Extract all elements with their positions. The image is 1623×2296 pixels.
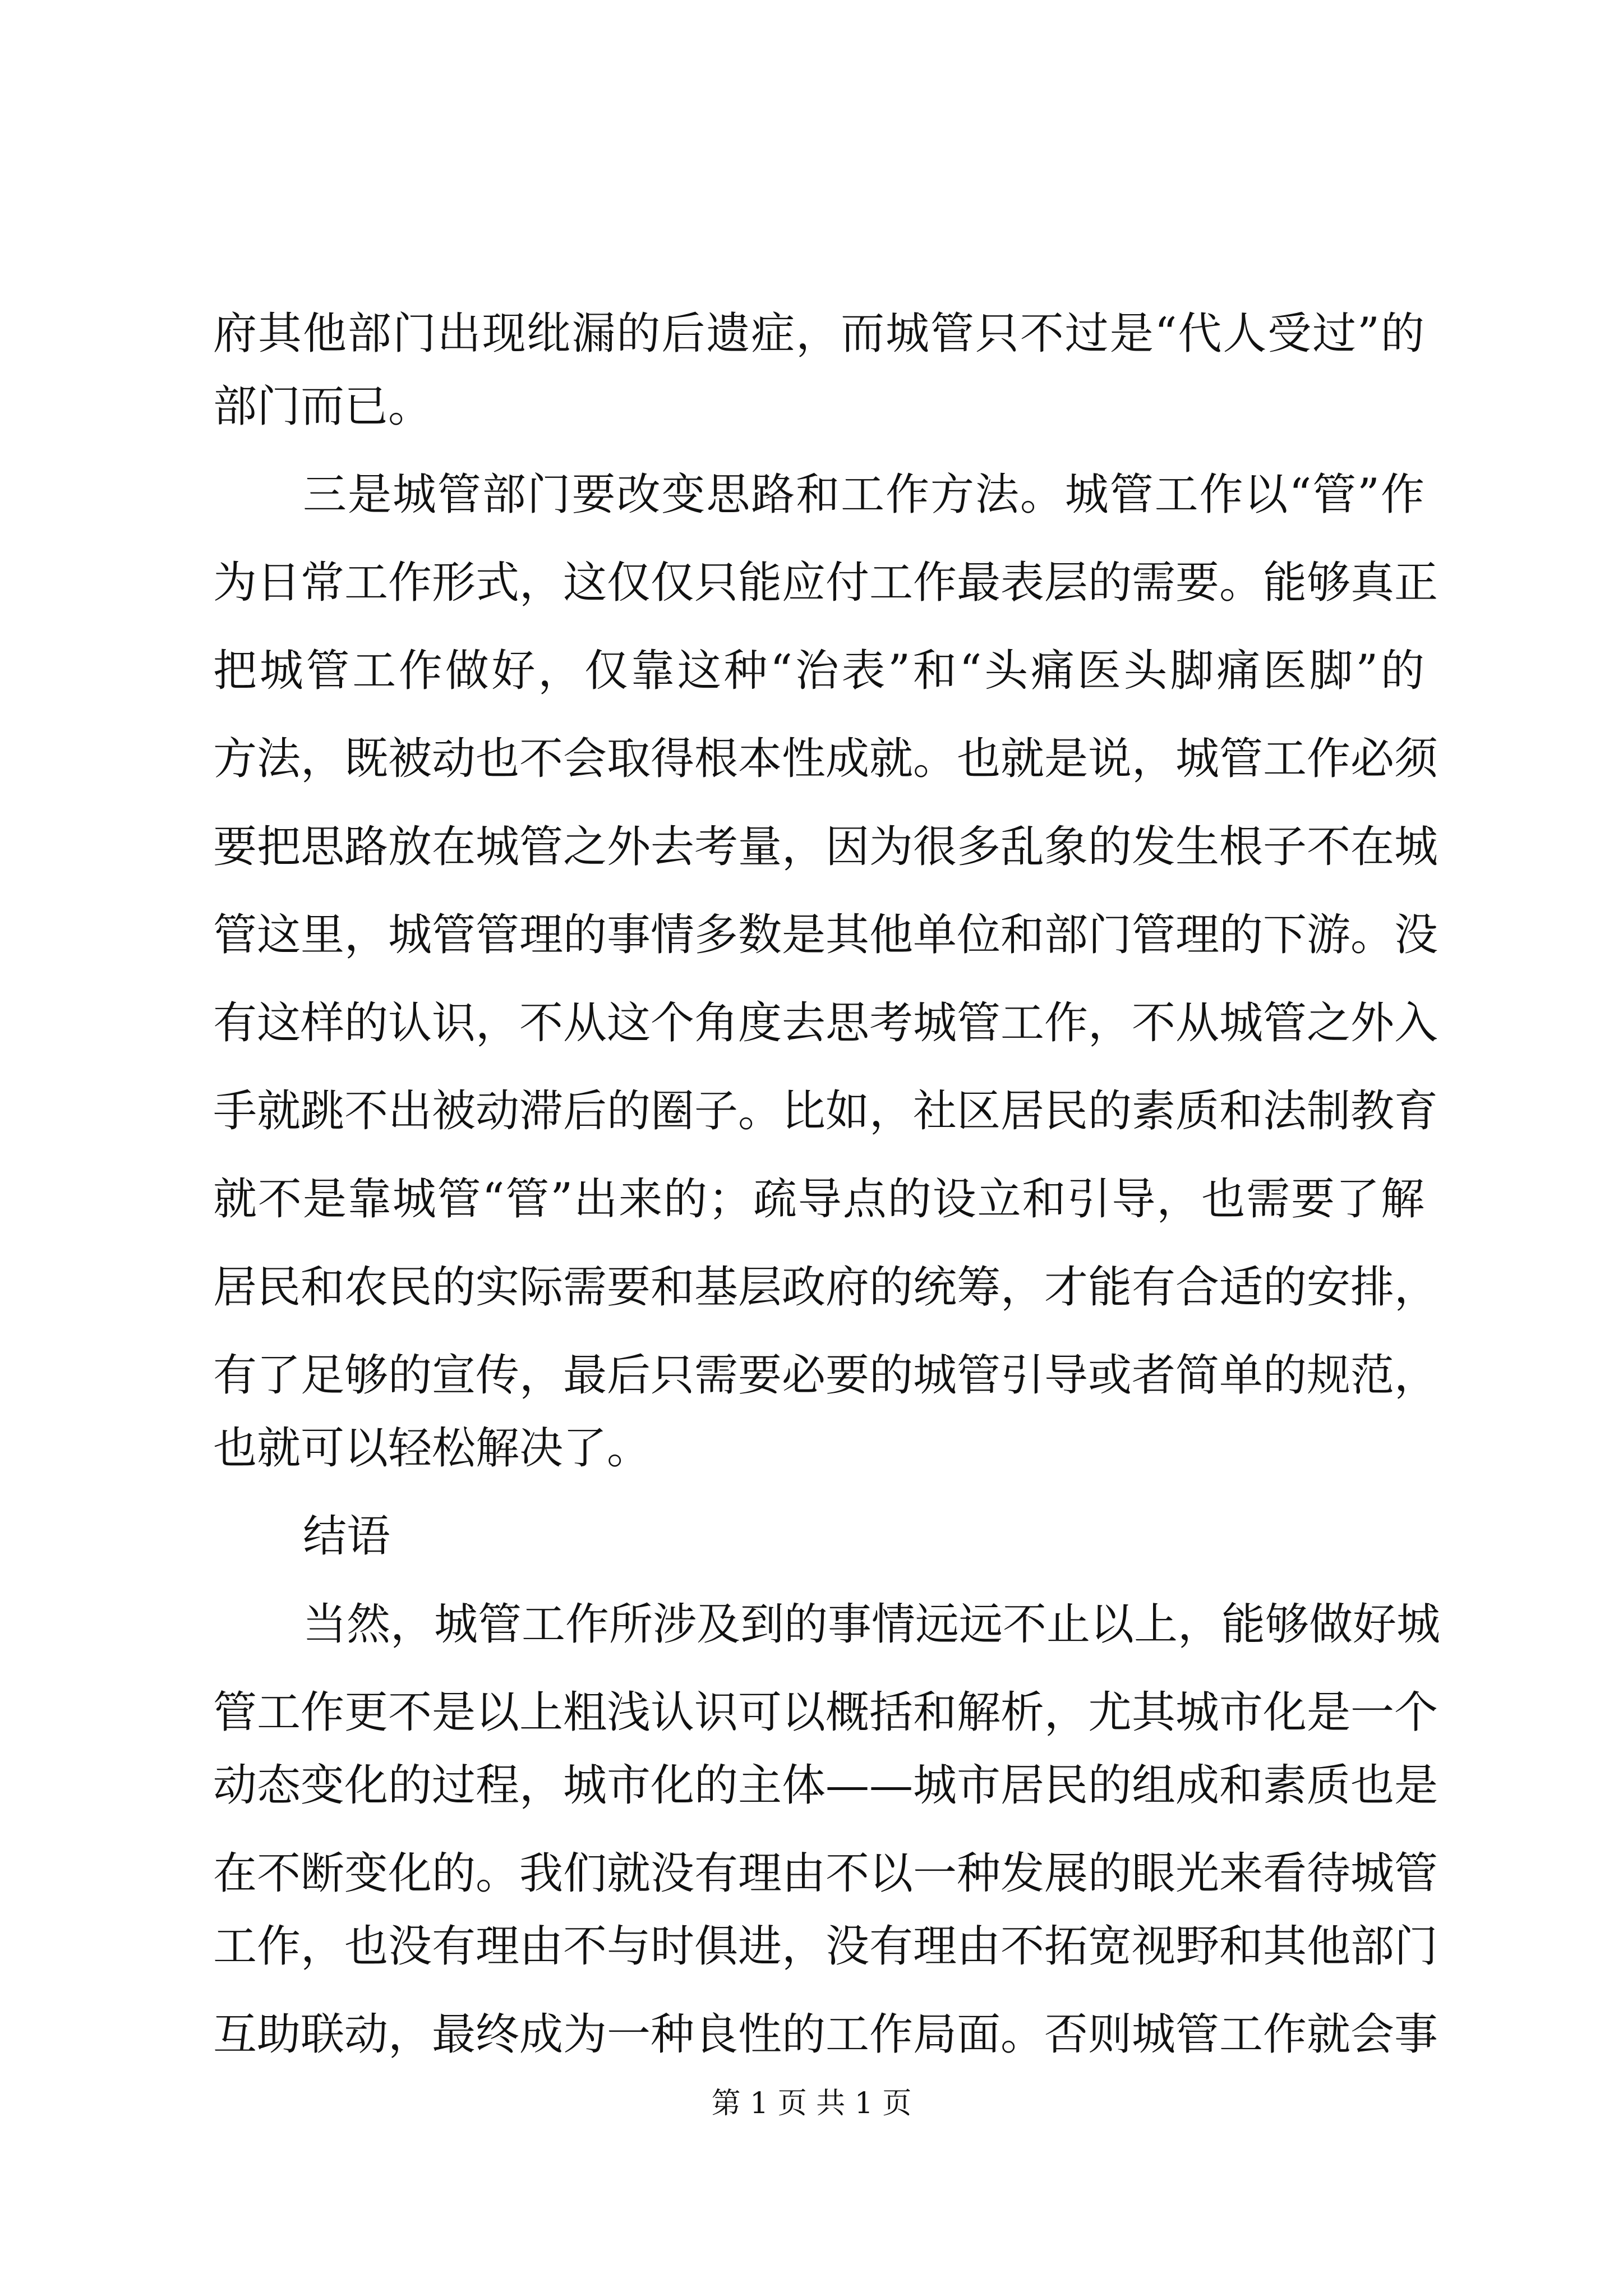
- text-line: 动态变化的过程，城市化的主体——城市居民的组成和素质也是: [213, 1760, 1438, 1811]
- text-line: 有了足够的宣传，最后只需要必要的城管引导或者简单的规范，: [213, 1350, 1438, 1401]
- paragraph-first-line: 三是城管部门要改变思路和工作方法。城管工作以“管”作: [303, 470, 1424, 520]
- text-line: 府其他部门出现纰漏的后遗症，而城管只不过是“代人受过”的: [213, 309, 1424, 359]
- text-line: 手就跳不出被动滞后的圈子。比如，社区居民的素质和法制教育: [213, 1086, 1438, 1137]
- text-line: 就不是靠城管“管”出来的；疏导点的设立和引导，也需要了解: [213, 1174, 1424, 1225]
- page-footer: 第 1 页 共 1 页: [711, 2087, 912, 2120]
- paragraph-first-line: 当然，城管工作所涉及到的事情远远不止以上，能够做好城: [303, 1599, 1441, 1650]
- text-line: 方法，既被动也不会取得根本性成就。也就是说，城管工作必须: [213, 734, 1438, 784]
- section-heading: 结语: [303, 1511, 391, 1562]
- text-line: 有这样的认识，不从这个角度去思考城管工作，不从城管之外入: [213, 998, 1438, 1048]
- text-line: 工作，也没有理由不与时俱进，没有理由不拓宽视野和其他部门: [213, 1921, 1438, 1972]
- text-line: 部门而已。: [213, 381, 432, 432]
- text-line: 为日常工作形式，这仅仅只能应付工作最表层的需要。能够真正: [213, 558, 1438, 608]
- text-line: 管这里，城管管理的事情多数是其他单位和部门管理的下游。没: [213, 910, 1438, 960]
- text-line: 要把思路放在城管之外去考量，因为很多乱象的发生根子不在城: [213, 822, 1438, 872]
- text-line: 居民和农民的实际需要和基层政府的统筹，才能有合适的安排，: [213, 1262, 1438, 1313]
- text-line: 在不断变化的。我们就没有理由不以一种发展的眼光来看待城管: [213, 1848, 1438, 1899]
- text-line: 互助联动，最终成为一种良性的工作局面。否则城管工作就会事: [213, 2009, 1438, 2060]
- text-line: 也就可以轻松解决了。: [213, 1423, 651, 1474]
- text-line: 管工作更不是以上粗浅认识可以概括和解析，尤其城市化是一个: [213, 1687, 1438, 1738]
- text-line: 把城管工作做好，仅靠这种“治表”和“头痛医头脚痛医脚”的: [213, 646, 1424, 696]
